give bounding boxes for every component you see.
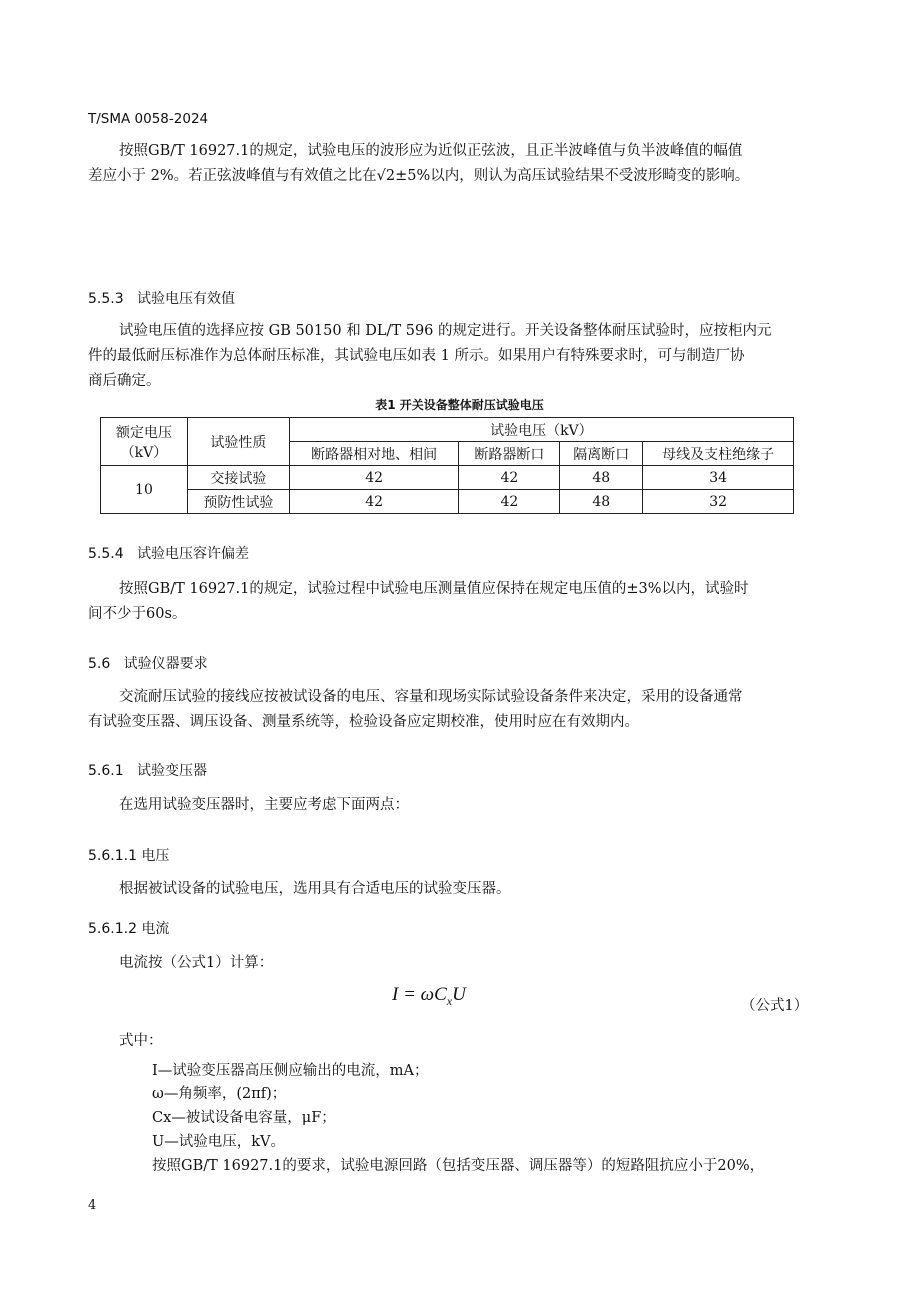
s5612-last-line: 按照GB/T 16927.1的要求，试验电源回路（包括变压器、调压器等）的短路阻抗应小于20%， xyxy=(152,1158,765,1174)
intro-line-2: 差应小于 2%。若正弦波峰值与有效值之比在√2±5%以内，则认为高压试验结果不受波形畸变的影响。 xyxy=(88,168,750,184)
column-header: 断路器断口 xyxy=(459,442,560,466)
s554-line-2: 间不少于60s。 xyxy=(88,606,187,622)
definition-voltage: U—试验电压，kV。 xyxy=(152,1134,285,1150)
table-cell: 42 xyxy=(459,466,560,490)
doc-code-header: T/SMA 0058-2024 xyxy=(88,111,209,127)
definition-capacitance: Cx—被试设备电容量，μF； xyxy=(152,1110,336,1126)
section-title: 试验变压器 xyxy=(136,763,207,779)
table-cell: 交接试验 xyxy=(187,466,289,490)
table-cell: 32 xyxy=(643,490,794,514)
section-number: 5.5.4 xyxy=(88,546,124,562)
s56-line-1: 交流耐压试验的接线应按被试设备的电压、容量和现场实际试验设备条件来决定，采用的设备通常 xyxy=(119,689,743,705)
table-row xyxy=(101,466,794,490)
test-voltage-header: 试验电压（kV） xyxy=(289,418,793,442)
s553-line-3: 商后确定。 xyxy=(88,373,161,389)
column-header: 断路器相对地、相间 xyxy=(289,442,459,466)
table-cell: 预防性试验 xyxy=(187,490,289,514)
section-heading-5-6 xyxy=(88,653,208,673)
s56-line-2: 有试验变压器、调压设备、测量系统等，检验设备应定期校准，使用时应在有效期内。 xyxy=(88,714,639,730)
definition-angular-frequency: ω—角频率，(2πf)； xyxy=(152,1086,287,1102)
table-cell: 42 xyxy=(459,490,560,514)
s561-line-1: 在选用试验变压器时，主要应考虑下面两点： xyxy=(119,797,409,813)
table-cell: 34 xyxy=(643,466,794,490)
section-heading-5-5-4 xyxy=(88,543,249,563)
page-number: 4 xyxy=(88,1198,97,1213)
table-cell: 42 xyxy=(289,490,459,514)
s5612-line-1: 电流按（公式1）计算： xyxy=(119,955,274,971)
formula-label: （公式1） xyxy=(741,998,809,1014)
section-title: 试验仪器要求 xyxy=(123,656,208,672)
section-number: 5.6.1.1 xyxy=(88,848,137,864)
intro-line-1: 按照GB/T 16927.1的规定，试验电压的波形应为近似正弦波，且正半波峰值与负半波峰值的幅值 xyxy=(119,143,743,159)
table-row xyxy=(101,490,794,514)
formula-1: $I = \omega C_xU$ xyxy=(392,984,466,1008)
section-number: 5.5.3 xyxy=(88,291,124,307)
test-type-header: 试验性质 xyxy=(187,418,289,466)
test-voltage-table xyxy=(100,417,794,514)
table-cell: 48 xyxy=(560,466,643,490)
column-header: 母线及支柱绝缘子 xyxy=(643,442,794,466)
table-caption: 表1 开关设备整体耐压试验电压 xyxy=(375,398,544,412)
definition-current: I—试验变压器高压侧应输出的电流，mA； xyxy=(152,1063,429,1079)
s5611-line-1: 根据被试设备的试验电压，选用具有合适电压的试验变压器。 xyxy=(119,881,511,897)
section-title: 电流 xyxy=(141,921,170,937)
section-title: 试验电压有效值 xyxy=(136,291,235,307)
section-heading-5-5-3 xyxy=(88,288,235,308)
section-heading-5-6-1-1 xyxy=(88,845,169,865)
s554-line-1: 按照GB/T 16927.1的规定，试验过程中试验电压测量值应保持在规定电压值的±3%以内，试验时 xyxy=(119,581,749,597)
s553-line-2: 件的最低耐压标准作为总体耐压标准，其试验电压如表 1 所示。如果用户有特殊要求时，可与制造厂协 xyxy=(88,348,745,364)
section-heading-5-6-1 xyxy=(88,760,207,780)
rated-voltage-header: 额定电压 （kV） xyxy=(101,418,188,466)
section-number: 5.6.1.2 xyxy=(88,921,137,937)
section-title: 电压 xyxy=(141,848,170,864)
section-number: 5.6 xyxy=(88,656,111,672)
s553-line-1: 试验电压值的选择应按 GB 50150 和 DL/T 596 的规定进行。开关设备整体耐压试验时，应按柜内元 xyxy=(119,323,772,339)
rated-voltage-cell: 10 xyxy=(101,466,188,514)
section-title: 试验电压容许偏差 xyxy=(136,546,249,562)
where-label: 式中： xyxy=(119,1033,163,1049)
section-number: 5.6.1 xyxy=(88,763,124,779)
table-cell: 48 xyxy=(560,490,643,514)
section-heading-5-6-1-2 xyxy=(88,918,169,938)
column-header: 隔离断口 xyxy=(560,442,643,466)
table-cell: 42 xyxy=(289,466,459,490)
